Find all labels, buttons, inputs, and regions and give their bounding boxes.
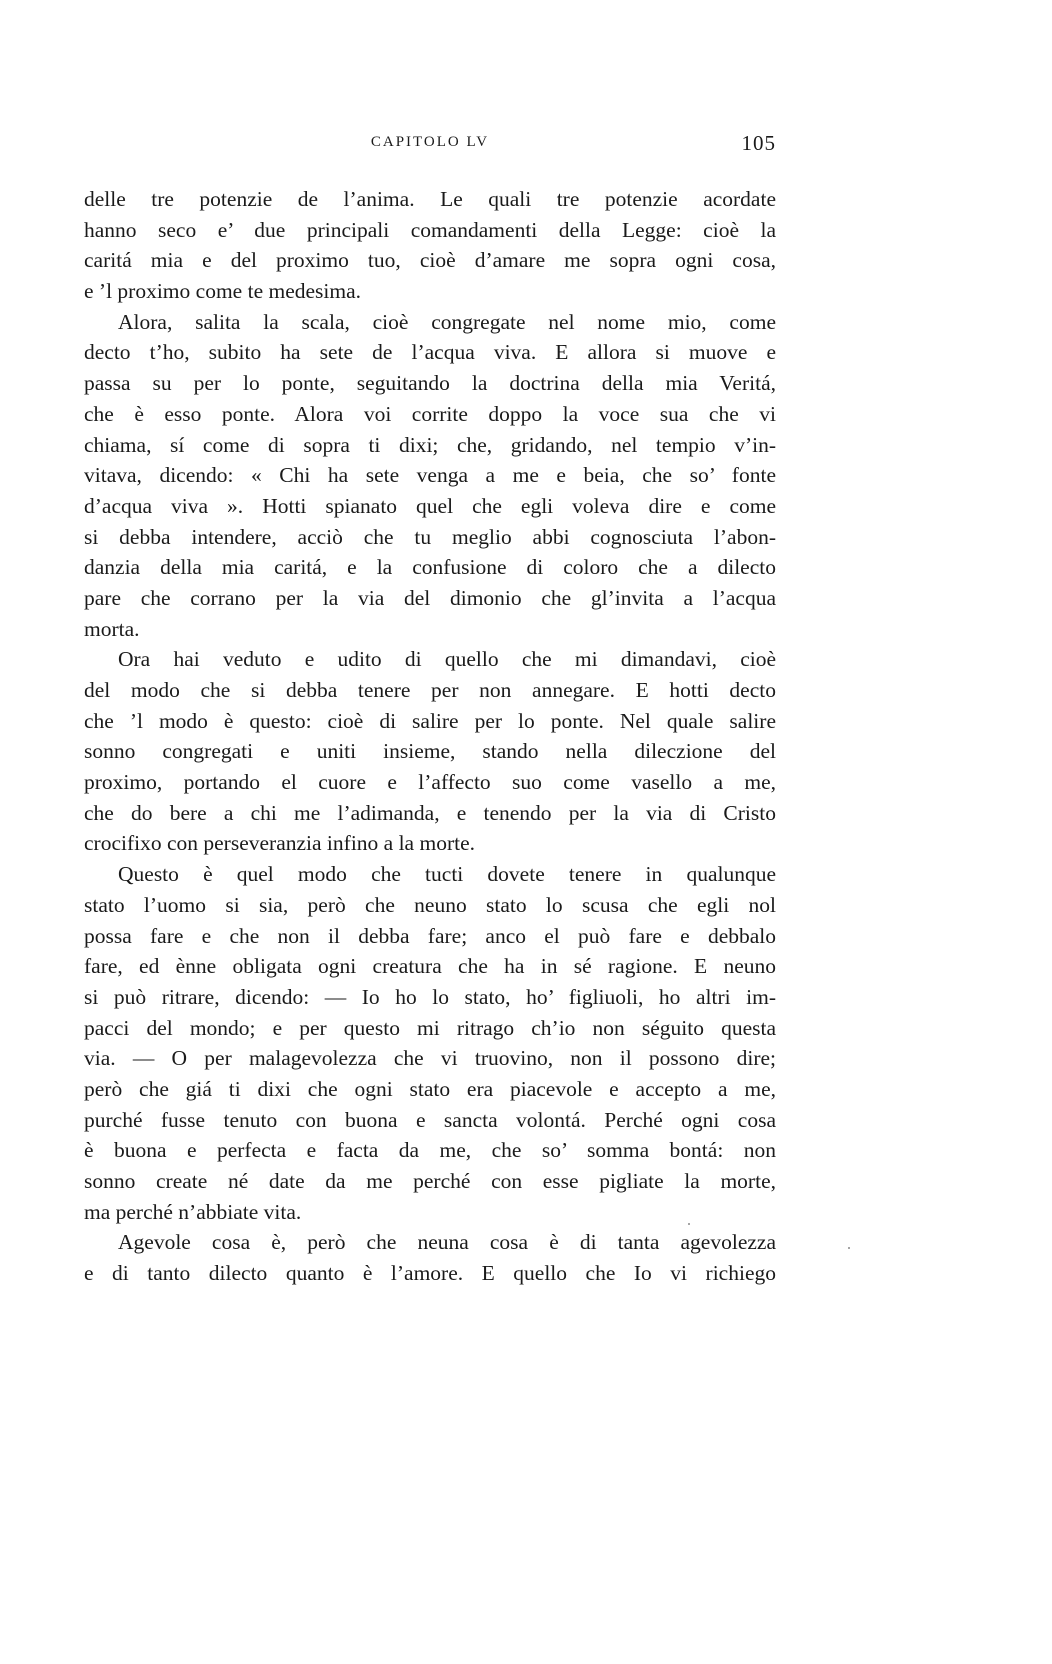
text-line: e di tanto dilecto quanto è l’amore. E quello che Io vi richiego xyxy=(84,1261,776,1286)
text-line: crocifixo con perseveranzia infino a la morte. xyxy=(84,831,475,856)
text-line: hanno seco e’ due principali comandamenti della Legge: cioè la xyxy=(84,217,776,242)
text-line: si può ritrare, dicendo: — Io ho lo stato, ho’ figliuoli, ho altri im- xyxy=(84,984,776,1009)
text-line: vitava, dicendo: « Chi ha sete venga a me e beia, che so’ fonte xyxy=(84,463,776,488)
text-line: pacci del mondo; e per questo mi ritrago ch’io non séguito questa xyxy=(84,1015,776,1040)
page-number: 105 xyxy=(741,131,776,155)
text-line: che do bere a chi me l’adimanda, e tenendo per la via di Cristo xyxy=(84,800,776,825)
scan-speck xyxy=(848,1247,850,1249)
scan-speck xyxy=(688,1223,690,1225)
text-line: è buona e perfecta e facta da me, che so’ somma bontá: non xyxy=(84,1138,776,1163)
text-line: proximo, portando el cuore e l’affecto suo come vasello a me, xyxy=(84,770,776,795)
text-line: si debba intendere, acciò che tu meglio abbi cognosciuta l’abon- xyxy=(84,524,776,549)
text-line: Agevole cosa è, però che neuna cosa è di tanta agevolezza xyxy=(118,1230,776,1255)
text-line: purché fusse tenuto con buona e sancta volontá. Perché ogni cosa xyxy=(84,1107,776,1132)
text-line: d’acqua viva ». Hotti spianato quel che egli voleva dire e come xyxy=(84,493,776,518)
text-line: Alora, salita la scala, cioè congregate nel nome mio, come xyxy=(118,309,776,334)
text-line: del modo che si debba tenere per non annegare. E hotti decto xyxy=(84,678,776,702)
text-line: sonno create né date da me perché con esse pigliate la morte, xyxy=(84,1169,776,1193)
text-line: caritá mia e del proximo tuo, cioè d’amare me sopra ogni cosa, xyxy=(84,248,776,273)
body-text xyxy=(84,184,776,1289)
text-line: morta. xyxy=(84,616,140,641)
text-line: delle tre potenzie de l’anima. Le quali tre potenzie acordate xyxy=(84,187,776,211)
text-line: che ’l modo è questo: cioè di salire per lo ponte. Nel quale salire xyxy=(84,708,776,733)
text-line: però che giá ti dixi che ogni stato era piacevole e accepto a me, xyxy=(84,1076,776,1101)
text-line: fare, ed ènne obligata ogni creatura che ha in sé ragione. E neuno xyxy=(84,954,776,979)
text-line: passa su per lo ponte, seguitando la doctrina della mia Veritá, xyxy=(84,371,776,396)
text-line: sonno congregati e uniti insieme, stando nella dileczione del xyxy=(84,739,776,764)
running-head xyxy=(84,131,776,155)
text-line: e ’l proximo come te medesima. xyxy=(84,279,362,304)
text-line: ma perché n’abbiate vita. xyxy=(84,1199,302,1224)
text-line: stato l’uomo si sia, però che neuno stato lo scusa che egli nol xyxy=(84,892,776,917)
paragraph xyxy=(84,644,776,859)
text-line: danzia della mia caritá, e la confusione di coloro che a dilecto xyxy=(84,555,776,580)
chapter-title: CAPITOLO LV xyxy=(370,134,490,150)
text-line: pare che corrano per la via del dimonio che gl’invita a l’acqua xyxy=(84,585,776,610)
text-line: che è esso ponte. Alora voi corrite doppo la voce sua che vi xyxy=(84,401,776,426)
paragraph xyxy=(84,859,776,1227)
paragraph xyxy=(84,184,776,307)
text-line: Ora hai veduto e udito di quello che mi dimandavi, cioè xyxy=(118,647,776,672)
text-line: decto t’ho, subito ha sete de l’acqua viva. E allora si muove e xyxy=(84,340,776,365)
text-line: possa fare e che non il debba fare; anco el può fare e debbalo xyxy=(84,923,776,948)
paragraph xyxy=(84,1227,776,1288)
paragraph xyxy=(84,307,776,645)
text-line: chiama, sí come di sopra ti dixi; che, gridando, nel tempio v’in- xyxy=(84,432,776,457)
text-line: Questo è quel modo che tucti dovete tenere in qualunque xyxy=(118,862,776,887)
text-line: via. — O per malagevolezza che vi truovino, non il possono dire; xyxy=(84,1046,776,1071)
